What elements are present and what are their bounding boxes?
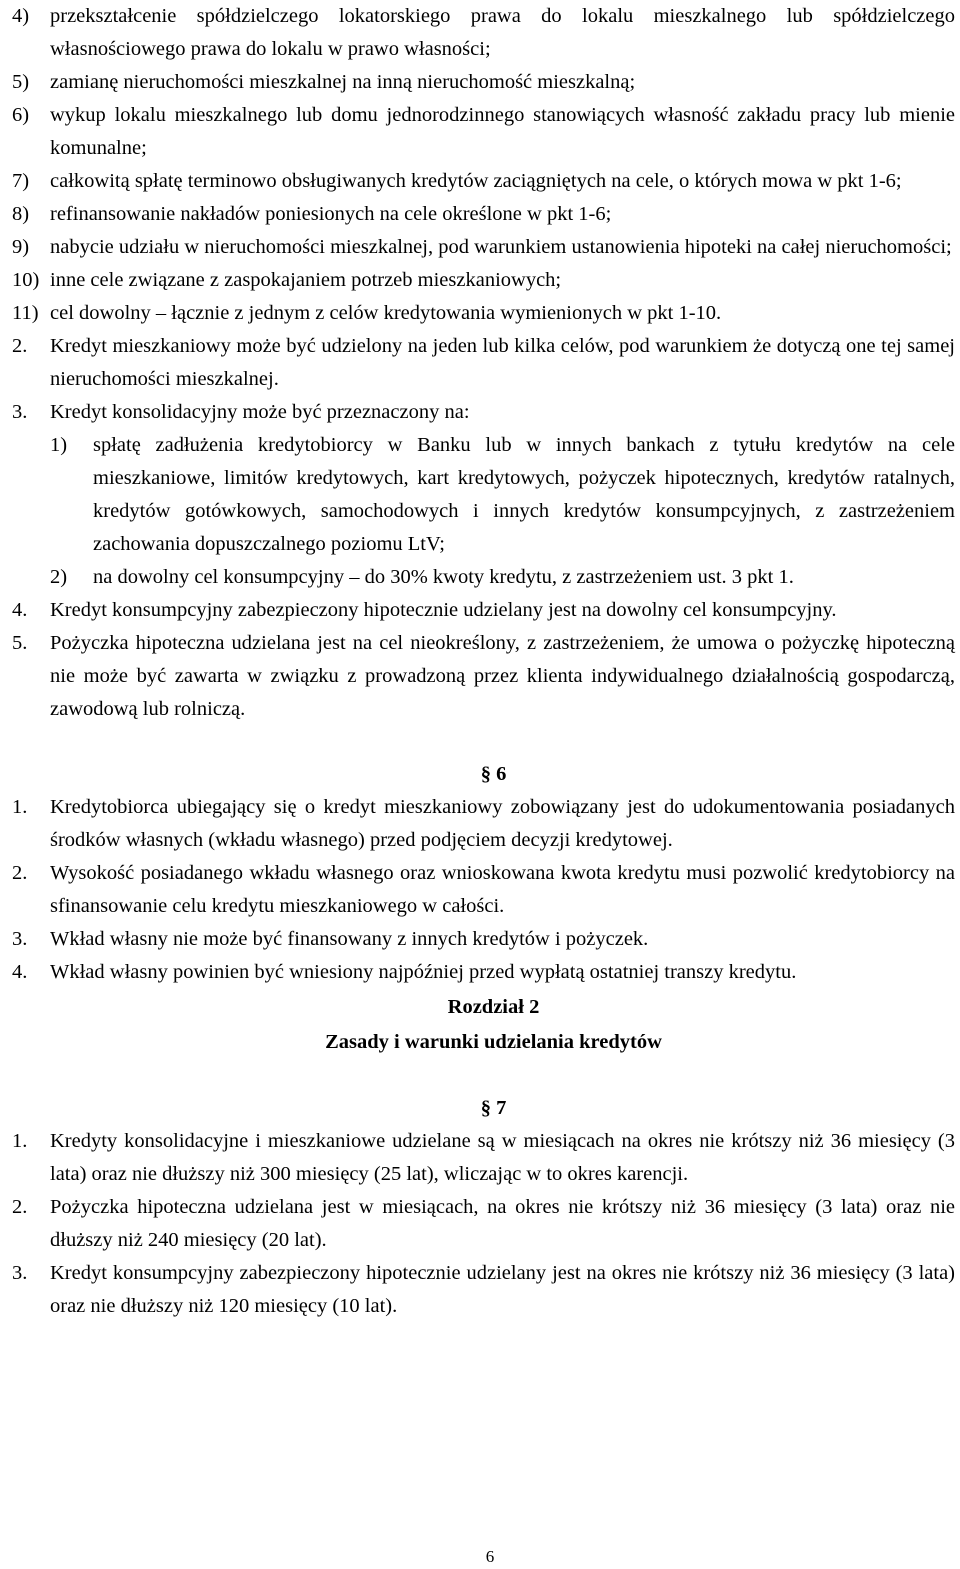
item-text: cel dowolny – łącznie z jednym z celów kredytowania wymienionych w pkt 1-10.	[50, 302, 722, 324]
list-item	[12, 561, 955, 594]
paragraph	[12, 956, 955, 989]
paragraph	[12, 1125, 955, 1191]
paragraph-number: 3.	[12, 401, 28, 423]
list-item	[12, 231, 955, 264]
item-text: zamianę nieruchomości mieszkalnej na inną nieruchomość mieszkalną;	[50, 71, 636, 93]
paragraph	[12, 857, 955, 923]
section-heading: § 7	[480, 1097, 507, 1119]
paragraph-number: 2.	[12, 1196, 28, 1218]
paragraph-number: 3.	[12, 1262, 28, 1284]
item-number: 4)	[12, 5, 30, 27]
item-number: 5)	[12, 71, 30, 93]
item-number: 9)	[12, 236, 30, 258]
paragraph-text: Kredyt konsumpcyjny zabezpieczony hipotecznie udzielany jest na okres nie krótszy niż 36 miesięcy (3 lata) oraz nie dłuższy niż 120 miesięcy (10 lat).	[50, 1262, 955, 1317]
paragraph-number: 4.	[12, 961, 28, 983]
item-number: 10)	[12, 269, 40, 291]
section-heading: § 6	[480, 763, 507, 785]
paragraph-text: Pożyczka hipoteczna udzielana jest na cel nieokreślony, z zastrzeżeniem, że umowa o pożyczkę hipoteczną nie może być zawarta w związku z prowadzoną przez klienta indywidualnego działalnością gospodarczą, zawodową lub rolniczą.	[50, 632, 955, 720]
list-item	[12, 264, 955, 297]
item-number: 2)	[50, 566, 68, 588]
paragraph-number: 5.	[12, 632, 28, 654]
item-number: 7)	[12, 170, 30, 192]
list-item	[12, 429, 955, 561]
paragraph	[12, 1257, 955, 1323]
item-text: wykup lokalu mieszkalnego lub domu jednorodzinnego stanowiących własność zakładu pracy lub mienie komunalne;	[50, 104, 955, 159]
paragraph-number: 1.	[12, 796, 28, 818]
item-number: 11)	[12, 302, 39, 324]
paragraph	[12, 330, 955, 396]
paragraph-text: Wkład własny nie może być finansowany z innych kredytów i pożyczek.	[50, 928, 649, 950]
paragraph-text: Kredyt konsumpcyjny zabezpieczony hipotecznie udzielany jest na dowolny cel konsumpcyjny.	[50, 599, 837, 621]
item-text: nabycie udziału w nieruchomości mieszkalnej, pod warunkiem ustanowienia hipoteki na całej nieruchomości;	[50, 236, 952, 258]
paragraph-text: Pożyczka hipoteczna udzielana jest w miesiącach, na okres nie krótszy niż 36 miesięcy (3 lata) oraz nie dłuższy niż 240 miesięcy (20 lat).	[50, 1196, 955, 1251]
page-number: 6	[485, 1547, 495, 1566]
list-item	[12, 297, 955, 330]
item-text: inne cele związane z zaspokajaniem potrzeb mieszkaniowych;	[50, 269, 562, 291]
item-text: przekształcenie spółdzielczego lokatorskiego prawa do lokalu mieszkalnego lub spółdzielczego własnościowego prawa do lokalu w prawo własności;	[50, 5, 955, 60]
paragraph-number: 2.	[12, 335, 28, 357]
list-item	[12, 198, 955, 231]
paragraph-text: Kredyt konsolidacyjny może być przeznaczony na:	[50, 401, 470, 423]
paragraph	[12, 594, 955, 627]
paragraph-text: Kredytobiorca ubiegający się o kredyt mieszkaniowy zobowiązany jest do udokumentowania posiadanych środków własnych (wkładu własnego) przed podjęciem decyzji kredytowej.	[50, 796, 955, 851]
paragraph-text: Kredyt mieszkaniowy może być udzielony na jeden lub kilka celów, pod warunkiem że dotyczą one tej samej nieruchomości mieszkalnej.	[50, 335, 955, 390]
item-text: refinansowanie nakładów poniesionych na cele określone w pkt 1-6;	[50, 203, 612, 225]
paragraph-text: Wkład własny powinien być wniesiony najpóźniej przed wypłatą ostatniej transzy kredytu.	[50, 961, 797, 983]
item-text: całkowitą spłatę terminowo obsługiwanych kredytów zaciągniętych na cele, o których mowa w pkt 1-6;	[50, 170, 902, 192]
paragraph	[12, 1191, 955, 1257]
paragraph-text: Kredyty konsolidacyjne i mieszkaniowe udzielane są w miesiącach na okres nie krótszy niż 36 miesięcy (3 lata) oraz nie dłuższy niż 300 miesięcy (25 lat), wliczając w to okres karencji.	[50, 1130, 955, 1185]
list-item	[12, 0, 955, 66]
paragraph	[12, 923, 955, 956]
chapter-number: Rozdział 2	[447, 996, 540, 1018]
item-text: spłatę zadłużenia kredytobiorcy w Banku lub w innych bankach z tytułu kredytów na cele mieszkaniowe, limitów kredytowych, kart kredytowych, pożyczek hipotecznych, kredytów ratalnych, kredytów gotówkowych, samochodowych i innych kredytów konsumpcyjnych, z zastrzeżeniem zachowania dopuszczalnego poziomu LtV;	[93, 434, 955, 555]
paragraph-number: 3.	[12, 928, 28, 950]
paragraph	[12, 791, 955, 857]
paragraph-text: Wysokość posiadanego wkładu własnego oraz wnioskowana kwota kredytu musi pozwolić kredytobiorcy na sfinansowanie celu kredytu mieszkaniowego w całości.	[50, 862, 955, 917]
item-number: 8)	[12, 203, 30, 225]
paragraph-number: 1.	[12, 1130, 28, 1152]
paragraph	[12, 396, 955, 429]
list-item	[12, 66, 955, 99]
item-number: 6)	[12, 104, 30, 126]
list-item	[12, 165, 955, 198]
item-number: 1)	[50, 434, 68, 456]
item-text: na dowolny cel konsumpcyjny – do 30% kwoty kredytu, z zastrzeżeniem ust. 3 pkt 1.	[93, 566, 794, 588]
paragraph-number: 2.	[12, 862, 28, 884]
paragraph	[12, 627, 955, 726]
chapter-title: Zasady i warunki udzielania kredytów	[325, 1031, 662, 1053]
list-item	[12, 99, 955, 165]
paragraph-number: 4.	[12, 599, 28, 621]
